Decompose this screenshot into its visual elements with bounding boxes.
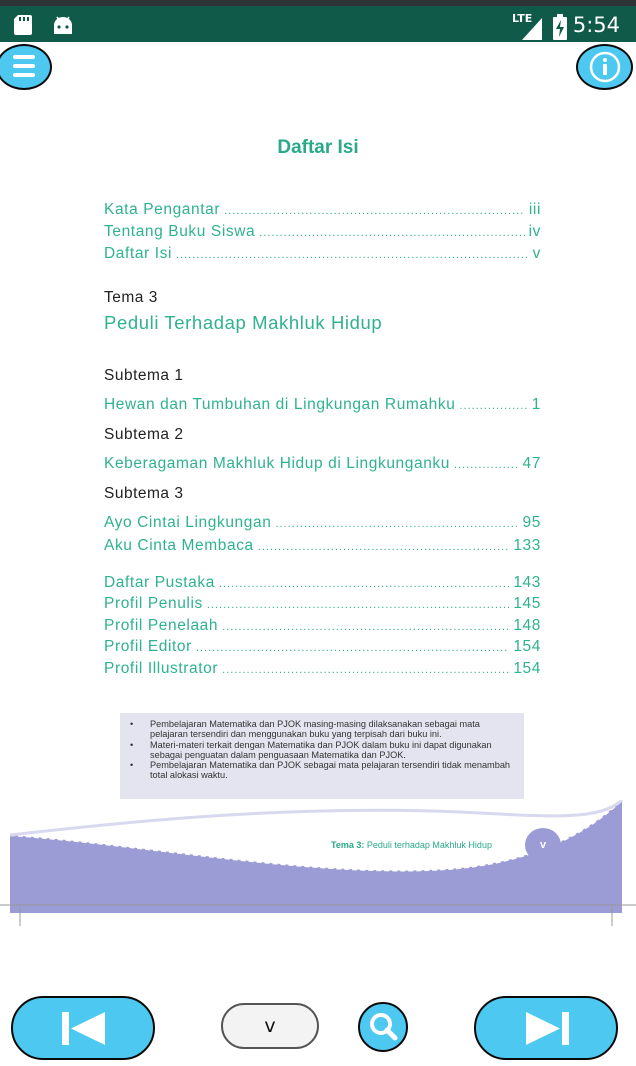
toc-entry-page: iv bbox=[528, 223, 541, 240]
toc-entry[interactable] bbox=[104, 595, 541, 613]
toc-entry-label: Profil Penulis bbox=[104, 595, 203, 612]
page-title: Daftar Isi bbox=[277, 137, 359, 158]
toc-entry-page: iii bbox=[528, 201, 541, 218]
toc-entry-page: 154 bbox=[513, 638, 541, 655]
toc-entry-label: Tentang Buku Siswa bbox=[104, 223, 256, 240]
toc-entry[interactable] bbox=[104, 574, 541, 592]
toc-entry-page: 133 bbox=[513, 537, 541, 554]
skip-next-icon bbox=[476, 998, 616, 1058]
toc-entry-page: 1 bbox=[531, 396, 541, 413]
toc-entry-label: Aku Cinta Membaca bbox=[104, 537, 254, 554]
page-number-badge: v bbox=[525, 828, 561, 862]
android-icon bbox=[52, 16, 74, 34]
theme-title: Peduli Terhadap Makhluk Hidup bbox=[104, 312, 383, 333]
toc-entry[interactable] bbox=[104, 245, 541, 263]
toc-entry[interactable] bbox=[104, 514, 541, 532]
note-box bbox=[120, 713, 524, 799]
previous-page-button[interactable] bbox=[11, 996, 155, 1060]
toc-entry[interactable] bbox=[104, 660, 541, 678]
clock: 5:54 bbox=[572, 13, 620, 37]
subtheme-label: Subtema 2 bbox=[104, 426, 184, 443]
toc-entry[interactable] bbox=[104, 455, 541, 473]
toc-entry-label: Profil Illustrator bbox=[104, 660, 219, 677]
subtheme-label: Subtema 3 bbox=[104, 485, 184, 502]
toc-entry-label: Daftar Isi bbox=[104, 245, 173, 262]
page-footer-caption bbox=[331, 840, 492, 850]
menu-button[interactable] bbox=[0, 44, 52, 90]
search-icon bbox=[360, 1004, 406, 1050]
toc-entry[interactable] bbox=[104, 223, 541, 241]
hamburger-menu-icon bbox=[0, 46, 50, 88]
info-button[interactable] bbox=[576, 44, 633, 90]
note-item: • Pembelajaran Matematika dan PJOK masing-masing dilaksanakan sebagai mata pelajaran tersendiri dan menggunakan buku yang terpisah dari buku ini. bbox=[128, 719, 514, 740]
subtheme-label: Subtema 1 bbox=[104, 367, 184, 384]
toc-entry-label: Ayo Cintai Lingkungan bbox=[104, 514, 272, 531]
info-icon bbox=[578, 46, 631, 88]
page-footer-wave bbox=[0, 800, 636, 930]
toc-entry[interactable] bbox=[104, 201, 541, 219]
toc-entry-page: 95 bbox=[522, 514, 541, 531]
toc-entry-label: Profil Editor bbox=[104, 638, 192, 655]
network-type: LTE bbox=[512, 12, 533, 25]
toc-entry-label: Hewan dan Tumbuhan di Lingkungan Rumahku bbox=[104, 396, 456, 413]
toc-entry-page: 145 bbox=[513, 595, 541, 612]
skip-previous-icon bbox=[13, 998, 153, 1058]
toc-entry-page: 154 bbox=[513, 660, 541, 677]
status-bar bbox=[0, 0, 636, 42]
toc-entry[interactable] bbox=[104, 638, 541, 656]
note-item: • Materi-materi terkait dengan Matematika dan PJOK dalam buku ini dapat digunakan sebagai penguatan dalam penguasaan Matematika dan PJOK. bbox=[128, 740, 514, 761]
toc-entry-page: v bbox=[532, 245, 541, 262]
theme-label: Tema 3 bbox=[104, 289, 158, 306]
signal-icon bbox=[522, 18, 542, 40]
sd-card-icon bbox=[14, 15, 32, 35]
toc-entry[interactable] bbox=[104, 396, 541, 414]
battery-charging-icon bbox=[553, 14, 567, 40]
toc-entry-label: Daftar Pustaka bbox=[104, 574, 215, 591]
footer-subtitle: Peduli terhadap Makhluk Hidup bbox=[366, 840, 492, 850]
toc-entry-label: Kata Pengantar bbox=[104, 201, 221, 218]
search-button[interactable] bbox=[358, 1002, 408, 1052]
toc-entry-label: Keberagaman Makhluk Hidup di Lingkunganku bbox=[104, 455, 451, 472]
note-item: • Pembelajaran Matematika dan PJOK sebagai mata pelajaran tersendiri tidak menambah total alokasi waktu. bbox=[128, 760, 514, 781]
toc-entry-page: 47 bbox=[522, 455, 541, 472]
toc-entry-page: 143 bbox=[513, 574, 541, 591]
page-number-input[interactable]: v bbox=[221, 1003, 319, 1049]
toc-entry-page: 148 bbox=[513, 617, 541, 634]
toc-entry[interactable] bbox=[104, 617, 541, 635]
next-page-button[interactable] bbox=[474, 996, 618, 1060]
toc-entry-label: Profil Penelaah bbox=[104, 617, 219, 634]
toc-entry[interactable] bbox=[104, 537, 541, 555]
footer-theme: Tema 3: bbox=[331, 840, 365, 850]
